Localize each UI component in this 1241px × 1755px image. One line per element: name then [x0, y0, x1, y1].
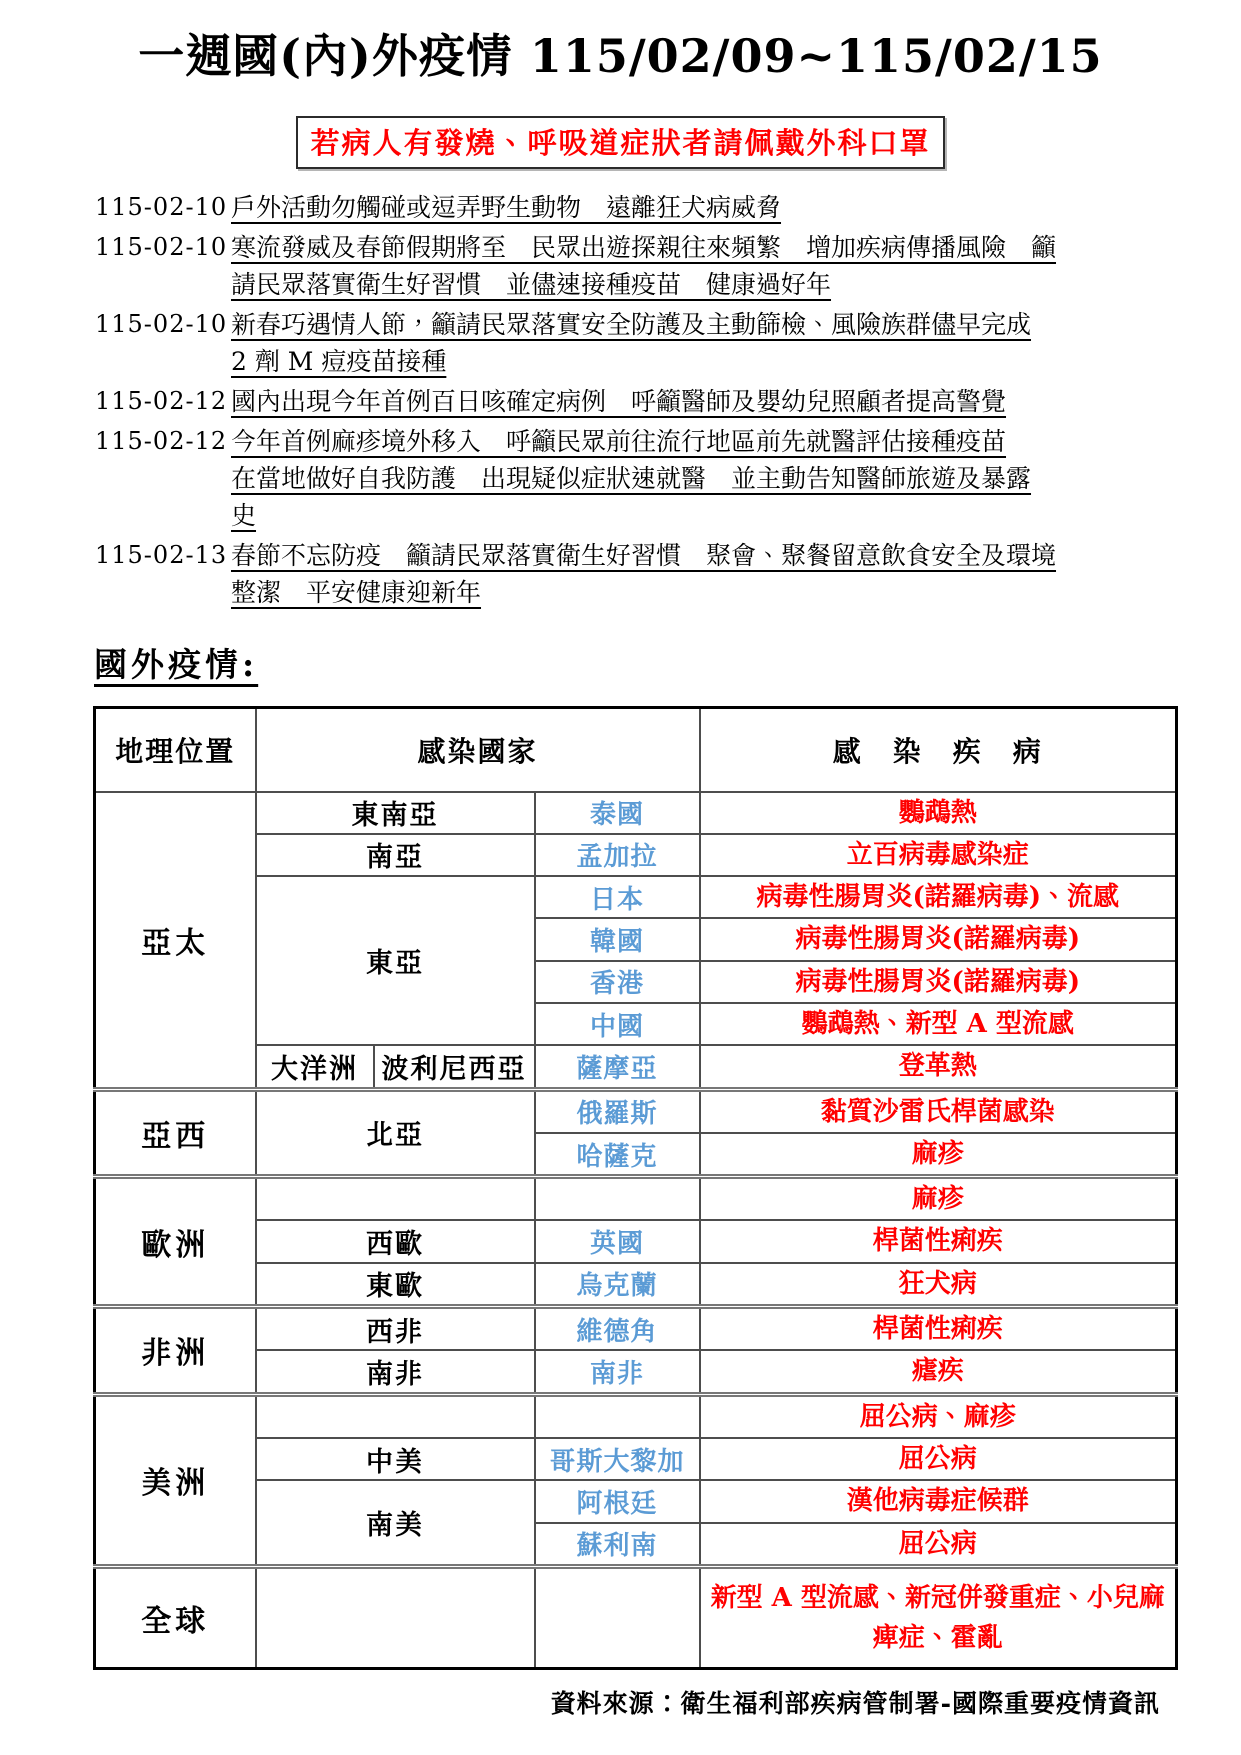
- country-cell: 哥斯大黎加: [535, 1438, 700, 1480]
- table-row: [95, 876, 1177, 918]
- bulletin-line: 2 劑 M 痘疫苗接種: [231, 346, 447, 376]
- region-cell: 非洲: [95, 1307, 256, 1395]
- bulletin-line: 今年首例麻疹境外移入 呼籲民眾前往流行地區前先就醫評估接種疫苗: [231, 426, 1007, 456]
- region-cell: 歐洲: [95, 1177, 256, 1307]
- subregion-cell: 南非: [256, 1350, 535, 1394]
- region-cell: 全球: [95, 1566, 256, 1668]
- table-row: [95, 1438, 1177, 1480]
- disease-cell: 新型 A 型流感、新冠併發重症、小兒麻痺症、霍亂: [700, 1566, 1177, 1668]
- header-country: 感染國家: [256, 707, 700, 792]
- bulletin-line: 戶外活動勿觸碰或逗弄野生動物 遠離狂犬病威脅: [231, 192, 782, 222]
- country-cell: [535, 1177, 700, 1221]
- alert-text: 若病人有發燒、呼吸道症狀者請佩戴外科口罩: [310, 125, 931, 160]
- bulletin-date: 115-02-10: [95, 309, 228, 338]
- table-row: [95, 1263, 1177, 1307]
- country-cell: 蘇利南: [535, 1523, 700, 1567]
- country-cell: 南非: [535, 1350, 700, 1394]
- subregion-cell: 北亞: [256, 1089, 535, 1177]
- subregion-cell: 南亞: [256, 834, 535, 876]
- table-row: [95, 1307, 1177, 1351]
- disease-cell: 鸚鵡熱: [700, 792, 1177, 834]
- disease-cell: 病毒性腸胃炎(諾羅病毒): [700, 961, 1177, 1003]
- country-cell: 日本: [535, 876, 700, 918]
- subregion-cell: 南美: [256, 1480, 535, 1566]
- bulletin-text: [231, 537, 1167, 611]
- country-cell: 韓國: [535, 918, 700, 960]
- bulletin-line: 在當地做好自我防護 出現疑似症狀速就醫 並主動告知醫師旅遊及暴露: [231, 463, 1032, 493]
- subregion-cell: 西歐: [256, 1220, 535, 1262]
- alert-banner-wrap: [0, 116, 1241, 169]
- region-cell: 美洲: [95, 1394, 256, 1566]
- bulletin-date: 115-02-10: [95, 192, 228, 221]
- table-row: [95, 1089, 1177, 1133]
- header-disease: 感 染 疾 病: [700, 707, 1177, 792]
- disease-cell: 瘧疾: [700, 1350, 1177, 1394]
- country-cell: 泰國: [535, 792, 700, 834]
- disease-cell: 病毒性腸胃炎(諾羅病毒): [700, 918, 1177, 960]
- disease-cell: 黏質沙雷氏桿菌感染: [700, 1089, 1177, 1133]
- disease-cell: 鸚鵡熱、新型 A 型流感: [700, 1003, 1177, 1045]
- section-heading: [94, 639, 1241, 686]
- epidemic-table: [93, 706, 1178, 1670]
- country-cell: [535, 1394, 700, 1438]
- disease-cell: 狂犬病: [700, 1263, 1177, 1307]
- bulletin-item: [95, 306, 1167, 380]
- country-cell: 中國: [535, 1003, 700, 1045]
- disease-cell: 麻疹: [700, 1177, 1177, 1221]
- table-row: [95, 1566, 1177, 1668]
- bulletin-line: 國內出現今年首例百日咳確定病例 呼籲醫師及嬰幼兒照顧者提高警覺: [231, 386, 1007, 416]
- subregion-cell: [256, 1566, 535, 1668]
- subregion-cell: [256, 1394, 535, 1438]
- table-row: [95, 1220, 1177, 1262]
- bulletin-text: [231, 189, 1167, 226]
- bulletin-text: [231, 229, 1167, 303]
- bulletin-date: 115-02-12: [95, 426, 228, 455]
- country-cell: 孟加拉: [535, 834, 700, 876]
- table-row: [95, 1350, 1177, 1394]
- data-source: 資料來源：衛生福利部疾病管制署-國際重要疫情資訊: [550, 1688, 1160, 1718]
- disease-cell: 屈公病、麻疹: [700, 1394, 1177, 1438]
- subregion-cell: 東亞: [256, 876, 535, 1045]
- country-cell: 烏克蘭: [535, 1263, 700, 1307]
- bulletin-item: [95, 423, 1167, 534]
- bulletin-line: 請民眾落實衛生好習慣 並儘速接種疫苗 健康過好年: [231, 269, 832, 299]
- bulletin-date: 115-02-12: [95, 386, 228, 415]
- disease-cell: 立百病毒感染症: [700, 834, 1177, 876]
- disease-cell: 病毒性腸胃炎(諾羅病毒)、流感: [700, 876, 1177, 918]
- subregion-cell: 東歐: [256, 1263, 535, 1307]
- bulletin-line: 史: [231, 500, 257, 530]
- disease-cell: 屈公病: [700, 1523, 1177, 1567]
- bulletin-text: [231, 423, 1167, 534]
- disease-cell: 桿菌性痢疾: [700, 1220, 1177, 1262]
- country-cell: 薩摩亞: [535, 1045, 700, 1089]
- disease-cell: 麻疹: [700, 1133, 1177, 1177]
- disease-cell: 漢他病毒症候群: [700, 1480, 1177, 1522]
- subregion-cell: 中美: [256, 1438, 535, 1480]
- country-cell: 阿根廷: [535, 1480, 700, 1522]
- country-cell: 俄羅斯: [535, 1089, 700, 1133]
- table-row: [95, 1394, 1177, 1438]
- section-heading-text: 國外疫情:: [94, 644, 259, 684]
- bulletin-item: [95, 229, 1167, 303]
- bulletin-date: 115-02-10: [95, 232, 228, 261]
- bulletin-line: 春節不忘防疫 籲請民眾落實衛生好習慣 聚會、聚餐留意飲食安全及環境: [231, 540, 1057, 570]
- bulletin-line: 整潔 平安健康迎新年: [231, 577, 482, 607]
- bulletin-line: 寒流發威及春節假期將至 民眾出遊探親往來頻繁 增加疾病傳播風險 籲: [231, 232, 1057, 262]
- region-cell: 亞太: [95, 792, 256, 1090]
- table-row: [95, 1177, 1177, 1221]
- region-cell: 亞西: [95, 1089, 256, 1177]
- bulletin-item: [95, 189, 1167, 226]
- table-row: [95, 834, 1177, 876]
- subregion-cell: 西非: [256, 1307, 535, 1351]
- bulletin-item: [95, 537, 1167, 611]
- disease-cell: 桿菌性痢疾: [700, 1307, 1177, 1351]
- page-title: 一週國(內)外疫情 115/02/09~115/02/15: [138, 29, 1103, 83]
- table-row: [95, 1045, 1177, 1089]
- bulletin-text: [231, 383, 1167, 420]
- bulletin-text: [231, 306, 1167, 380]
- bulletin-list: [95, 189, 1167, 611]
- table-row: [95, 792, 1177, 834]
- disease-cell: 登革熱: [700, 1045, 1177, 1089]
- country-cell: 香港: [535, 961, 700, 1003]
- bulletin-date: 115-02-13: [95, 540, 228, 569]
- subregion-cell: 東南亞: [256, 792, 535, 834]
- country-cell: 英國: [535, 1220, 700, 1262]
- country-cell: 哈薩克: [535, 1133, 700, 1177]
- country-cell: 維德角: [535, 1307, 700, 1351]
- alert-banner: [296, 116, 944, 169]
- bulletin-line: 新春巧遇情人節，籲請民眾落實安全防護及主動篩檢、風險族群儘早完成: [231, 309, 1032, 339]
- table-header-row: [95, 707, 1177, 792]
- disease-cell: 屈公病: [700, 1438, 1177, 1480]
- subregion-cell: [256, 1177, 535, 1221]
- bulletin-item: [95, 383, 1167, 420]
- header-location: 地理位置: [95, 707, 256, 792]
- country-cell: [535, 1566, 700, 1668]
- subregion-cell: 波利尼西亞: [374, 1045, 535, 1089]
- table-row: [95, 1480, 1177, 1522]
- subregion-cell: 大洋洲: [256, 1045, 374, 1089]
